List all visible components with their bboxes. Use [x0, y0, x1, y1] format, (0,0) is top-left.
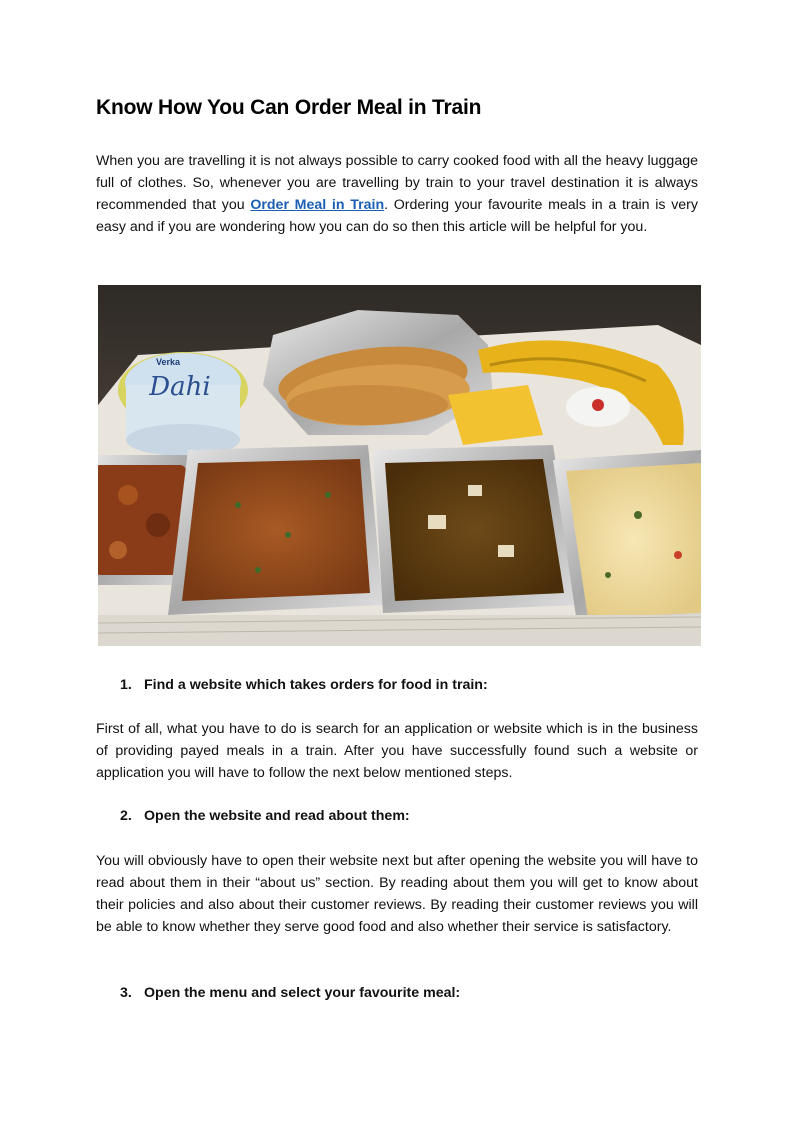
intro-text-after: . Ordering your favourite meals in a train is very easy and if you are wondering how you can do so then this article will be helpful for you.	[96, 197, 698, 235]
step-3-title: Open the menu and select your favourite meal:	[144, 985, 461, 1001]
step-1-heading	[120, 677, 488, 693]
step-1-paragraph: First of all, what you have to do is search for an application or website which is in the business of providing payed meals in a train. After you have successfully found such a website or application you will have to follow the next below mentioned steps.	[96, 721, 698, 781]
brand-label: Verka	[155, 357, 181, 367]
intro-paragraph	[96, 150, 698, 238]
meal-tray-photo	[98, 285, 701, 646]
step-1-title: Find a website which takes orders for food in train:	[144, 677, 488, 693]
step-2-paragraph: You will obviously have to open their website next but after opening the website you will have to read about them in their “about us” section. By reading about them you will get to know about their policies and also about their customer reviews. By reading their customer reviews you will be able to know whether they serve good food and also whether their service is satisfactory.	[96, 853, 698, 935]
order-meal-link[interactable]: Order Meal in Train	[250, 197, 385, 213]
intro-text-before: When you are travelling it is not always possible to carry cooked food with all the heavy luggage full of clothes. So, whenever you are travelling by train to your travel destination it is always recommended that you	[96, 153, 698, 213]
dahi-label: Dahi	[149, 372, 211, 402]
step-2-number: 2.	[120, 808, 132, 824]
page-title: Know How You Can Order Meal in Train	[96, 96, 482, 119]
step-2-title: Open the website and read about them:	[144, 808, 410, 824]
step-2-heading	[120, 808, 410, 824]
step-1-number: 1.	[120, 677, 132, 693]
step-3-number: 3.	[120, 985, 132, 1001]
step-3-heading	[120, 985, 460, 1001]
dahi-cup	[118, 352, 248, 456]
